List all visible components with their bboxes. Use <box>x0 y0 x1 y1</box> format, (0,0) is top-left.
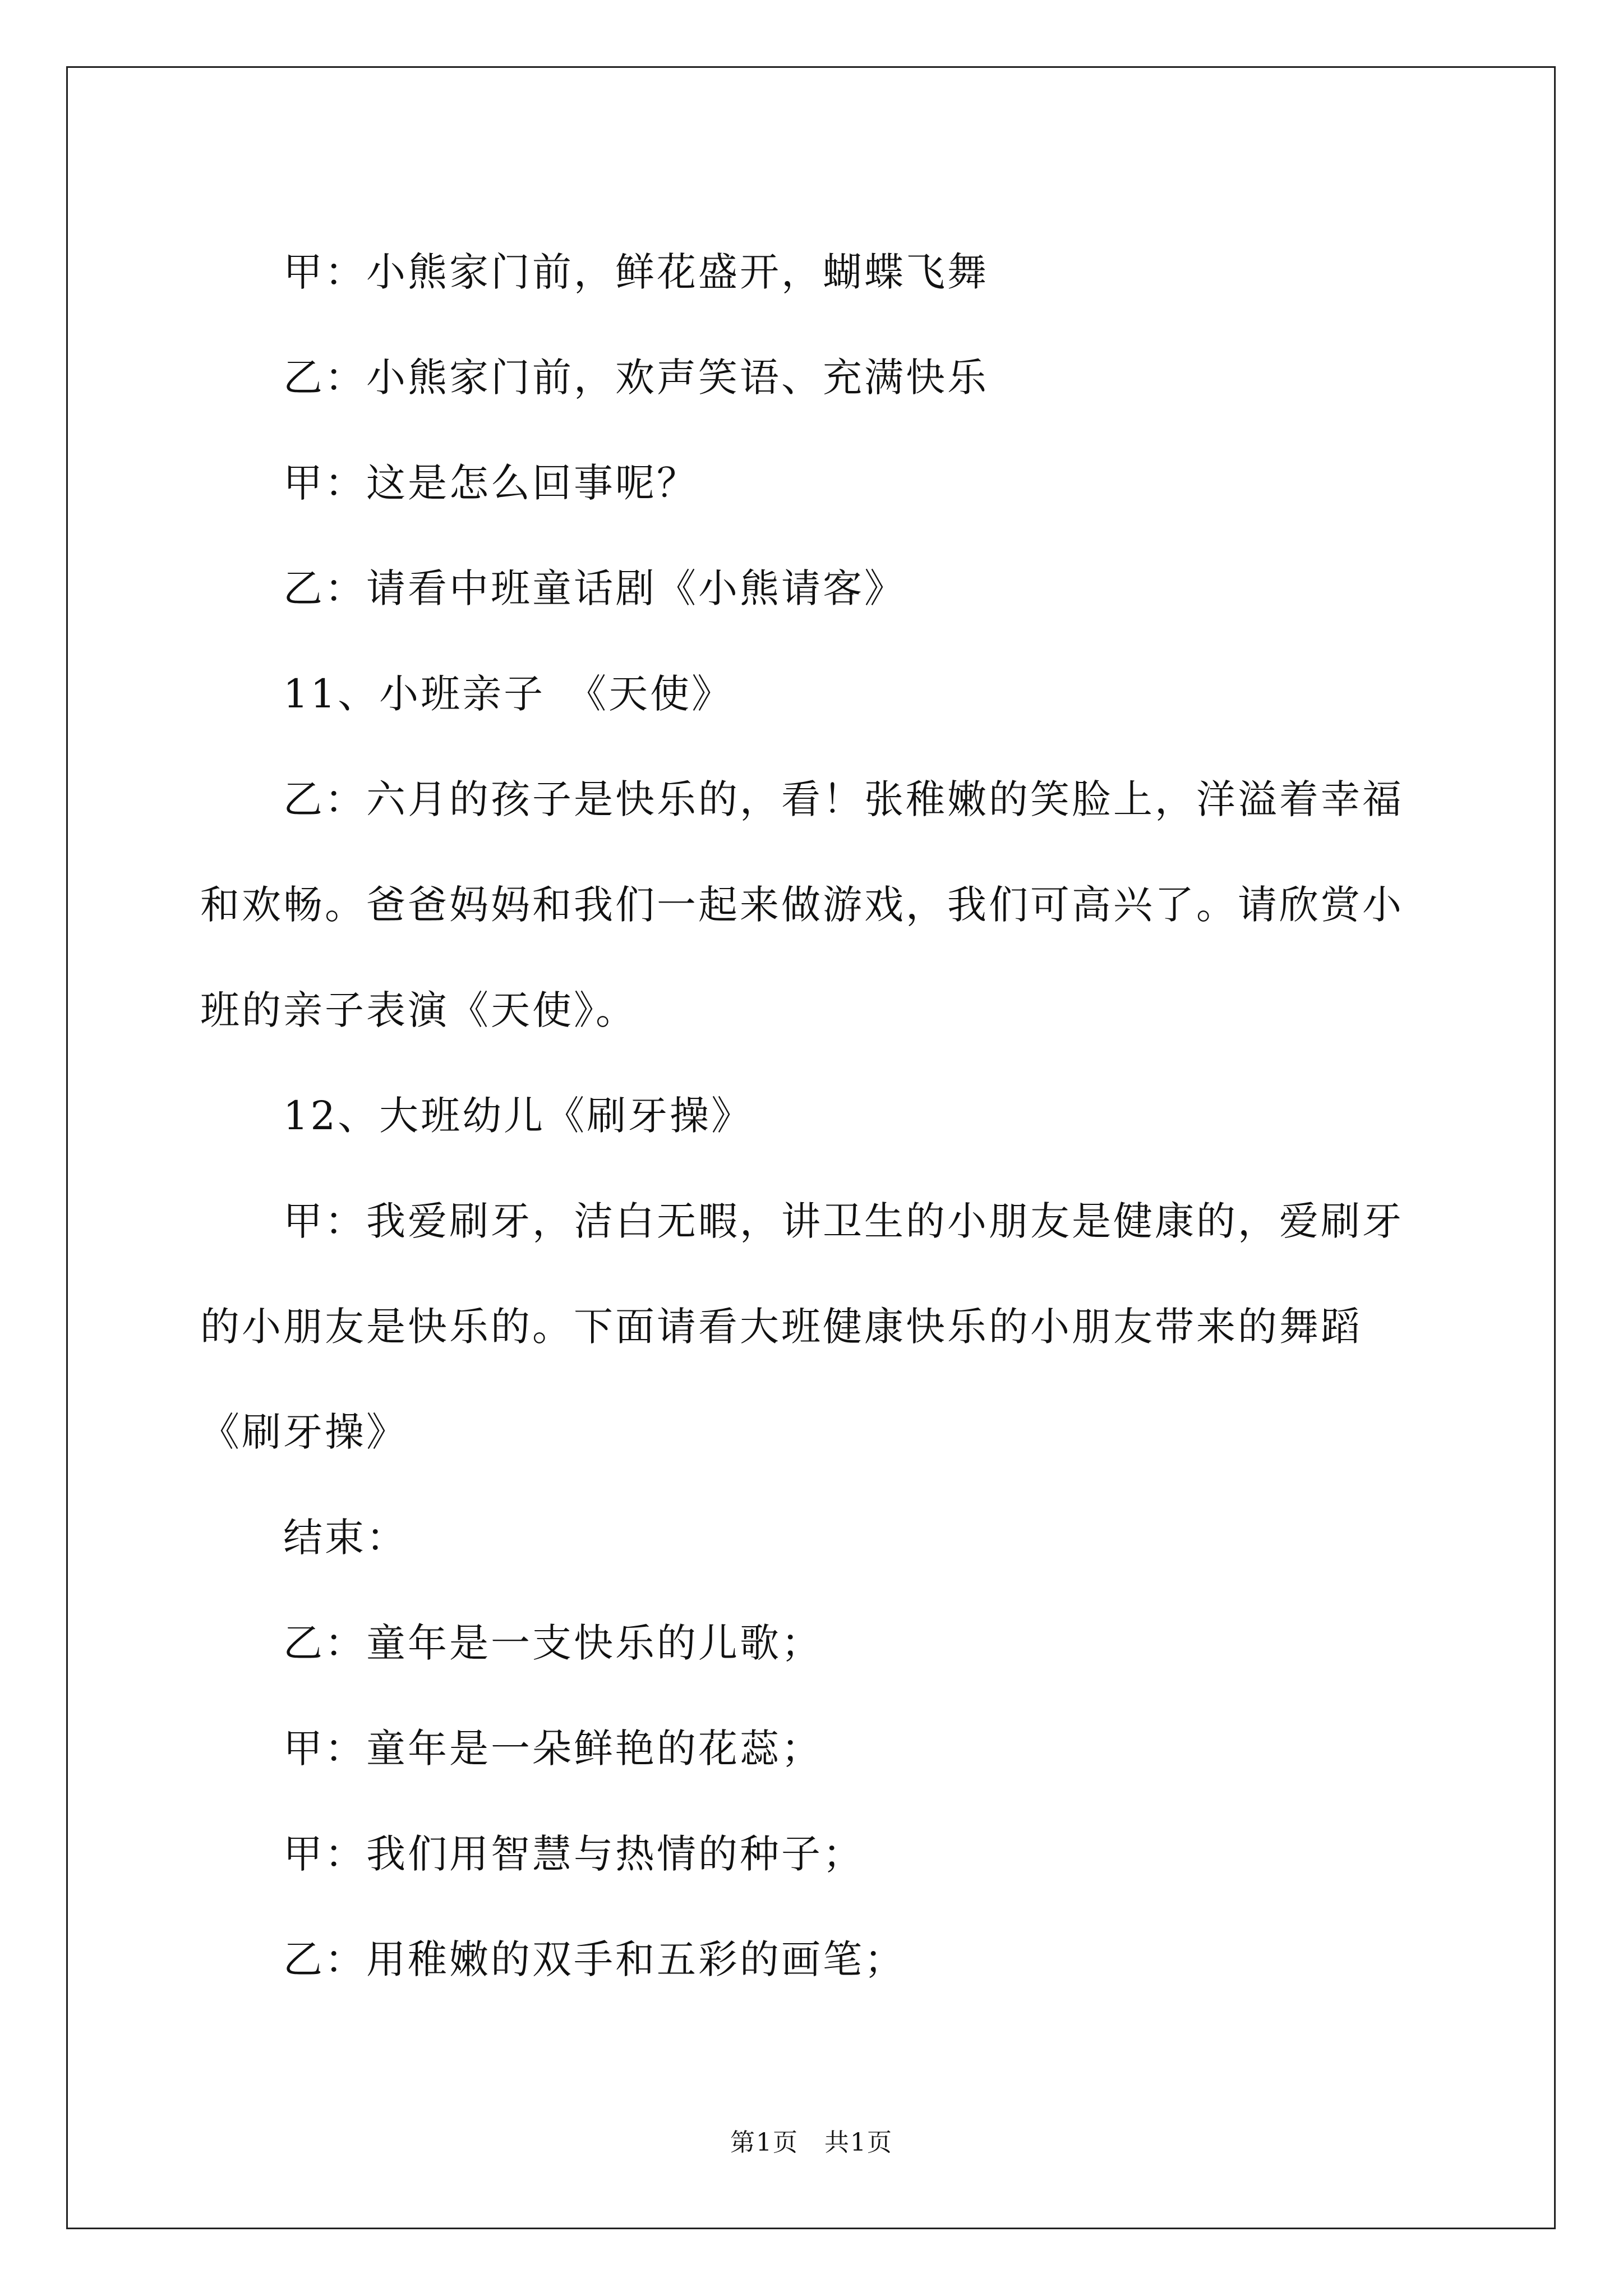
paragraph: 甲：童年是一朵鲜艳的花蕊； <box>283 1726 823 1772</box>
paragraph: 乙：六月的孩子是快乐的，看！张稚嫩的笑脸上，洋溢着幸福和欢畅。爸爸妈妈和我们一起来做游戏，我们可高兴了。请欣赏小班的亲子表演《天使》。 <box>200 776 1404 1033</box>
paragraph: 甲：小熊家门前，鲜花盛开，蝴蝶飞舞 <box>283 249 989 295</box>
paragraph: 甲：我们用智慧与热情的种子； <box>283 1831 864 1877</box>
section-heading: 12、大班幼儿《刷牙操》 <box>283 1093 753 1139</box>
paragraph: 乙：请看中班童话剧《小熊请客》 <box>283 565 906 611</box>
section-heading: 结束： <box>283 1515 408 1561</box>
page-number: 第1页 共1页 <box>730 2128 893 2157</box>
paragraph: 乙：童年是一支快乐的儿歌； <box>283 1620 823 1666</box>
paragraph: 甲：我爱刷牙，洁白无暇，讲卫生的小朋友是健康的，爱刷牙的小朋友是快乐的。下面请看大班健康快乐的小朋友带来的舞蹈《刷牙操》 <box>200 1198 1404 1455</box>
paragraph: 乙：用稚嫩的双手和五彩的画笔； <box>283 1936 906 1982</box>
section-heading: 11、小班亲子 《天使》 <box>283 671 734 717</box>
document-body <box>200 219 1434 2012</box>
paragraph: 甲：这是怎么回事呢？ <box>283 460 698 506</box>
paragraph: 乙：小熊家门前，欢声笑语、充满快乐 <box>283 355 989 401</box>
page-footer <box>0 2126 1623 2160</box>
